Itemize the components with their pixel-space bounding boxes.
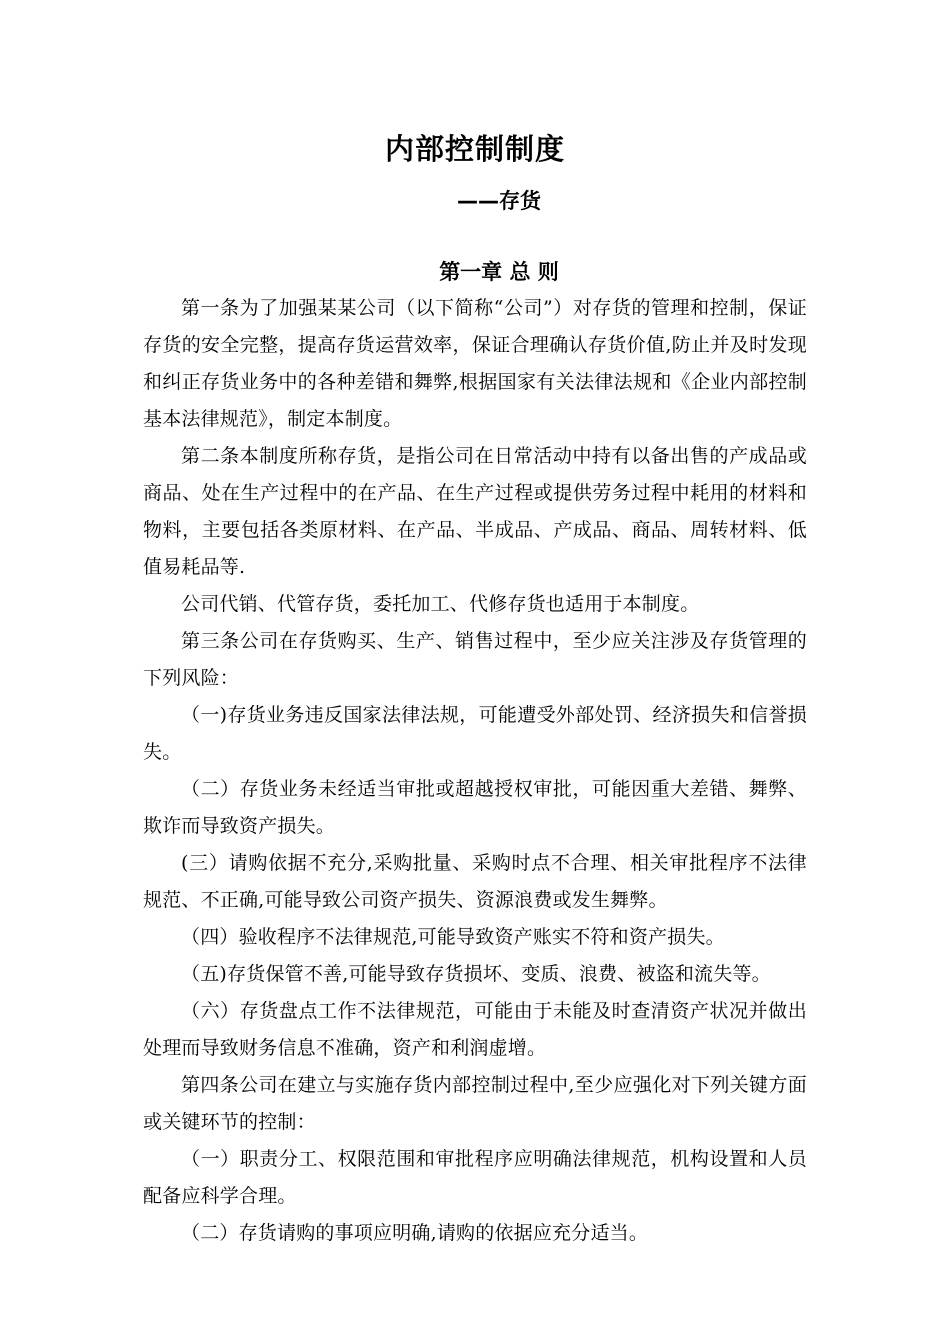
paragraph-risk-6: （六）存货盘点工作不法律规范，可能由于未能及时查清资产状况并做出处理而导致财务信息不准确，资产和利润虚增。 <box>143 1000 807 1059</box>
paragraph-article-1: 第一条为了加强某某公司（以下简称“公司”）对存货的管理和控制，保证存货的安全完整，提高存货运营效率，保证合理确认存货价值,防止并及时发现和纠正存货业务中的各种差错和舞弊,根据国家有关法律法规和《企业内部控制基本法律规范》，制定本制度。 <box>143 297 807 430</box>
paragraph-risk-4: （四）验收程序不法律规范,可能导致资产账实不符和资产损失。 <box>181 926 725 948</box>
document-subtitle: ——存货 <box>457 189 541 213</box>
paragraph-risk-2: （二）存货业务未经适当审批或超越授权审批，可能因重大差错、舞弊、欺诈而导致资产损失。 <box>143 778 807 837</box>
paragraph-control-1: （一）职责分工、权限范围和审批程序应明确法律规范，机构设置和人员配备应科学合理。 <box>143 1148 807 1207</box>
paragraph-consignment-scope: 公司代销、代管存货，委托加工、代修存货也适用于本制度。 <box>181 593 700 615</box>
paragraph-control-2: （二）存货请购的事项应明确,请购的依据应充分适当。 <box>181 1222 649 1244</box>
document-title: 内部控制制度 <box>384 132 565 166</box>
chapter-heading: 第一章 总 则 <box>439 260 559 284</box>
paragraph-article-4: 第四条公司在建立与实施存货内部控制过程中,至少应强化对下列关键方面或关键环节的控制： <box>143 1074 807 1133</box>
paragraph-article-2: 第二条本制度所称存货，是指公司在日常活动中持有以备出售的产成品或商品、处在生产过程中的在产品、在生产过程或提供劳务过程中耗用的材料和物料，主要包括各类原材料、在产品、半成品、产成品、商品、周转材料、低值易耗品等. <box>143 445 807 578</box>
document-body <box>143 290 807 1252</box>
paragraph-risk-5: （五)存货保管不善,可能导致存货损坏、变质、浪费、被盗和流失等。 <box>181 963 771 985</box>
paragraph-risk-1: （一)存货业务违反国家法律法规，可能遭受外部处罚、经济损失和信誉损失。 <box>143 704 807 763</box>
paragraph-article-3: 第三条公司在存货购买、生产、销售过程中，至少应关注涉及存货管理的下列风险： <box>143 630 807 689</box>
paragraph-risk-3: (三）请购依据不充分,采购批量、采购时点不合理、相关审批程序不法律规范、不正确,可能导致公司资产损失、资源浪费或发生舞弊。 <box>143 852 807 911</box>
